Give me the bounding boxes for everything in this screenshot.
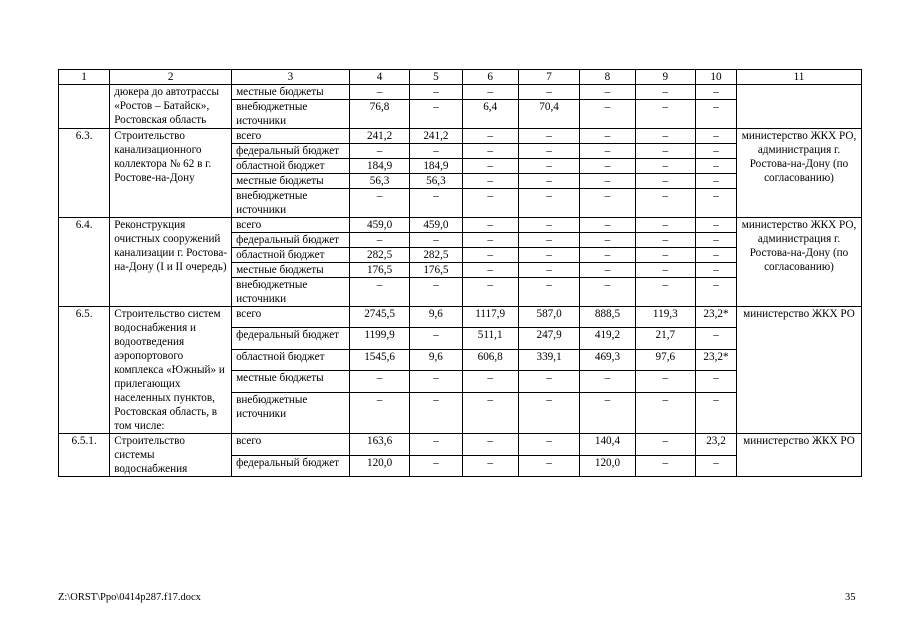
funding-value: – xyxy=(635,455,695,477)
funding-value: – xyxy=(580,233,635,248)
funding-source: областной бюджет xyxy=(232,248,350,263)
column-number: 8 xyxy=(580,70,635,85)
column-number: 9 xyxy=(635,70,695,85)
funding-value: – xyxy=(410,278,462,307)
funding-value: – xyxy=(410,233,462,248)
funding-source: федеральный бюджет xyxy=(232,233,350,248)
funding-value: – xyxy=(462,218,518,233)
funding-value: – xyxy=(518,263,579,278)
funding-source: федеральный бюджет xyxy=(232,455,350,477)
funding-value: 97,6 xyxy=(635,349,695,370)
funding-value: – xyxy=(518,189,579,218)
column-number: 7 xyxy=(518,70,579,85)
funding-value: 176,5 xyxy=(349,263,409,278)
item-number: 6.3. xyxy=(59,129,110,218)
funding-value: – xyxy=(462,434,518,456)
funding-value: – xyxy=(696,248,737,263)
funding-value: – xyxy=(580,129,635,144)
table-row xyxy=(59,129,862,144)
funding-value: – xyxy=(518,233,579,248)
funding-value: – xyxy=(580,278,635,307)
funding-value: – xyxy=(696,100,737,129)
funding-value: – xyxy=(462,174,518,189)
funding-value: – xyxy=(462,392,518,433)
funding-value: – xyxy=(410,392,462,433)
funding-value: – xyxy=(410,85,462,100)
budget-table xyxy=(58,69,862,477)
funding-source: всего xyxy=(232,129,350,144)
funding-value: – xyxy=(462,263,518,278)
funding-value: 9,6 xyxy=(410,349,462,370)
funding-value: 419,2 xyxy=(580,328,635,349)
funding-source: внебюджетные источники xyxy=(232,278,350,307)
funding-value: – xyxy=(696,455,737,477)
funding-value: 56,3 xyxy=(410,174,462,189)
funding-source: всего xyxy=(232,434,350,456)
funding-source: внебюджетные источники xyxy=(232,392,350,433)
funding-value: – xyxy=(462,248,518,263)
funding-value: 459,0 xyxy=(410,218,462,233)
funding-value: 9,6 xyxy=(410,307,462,328)
table-row xyxy=(59,85,862,100)
funding-value: – xyxy=(410,144,462,159)
table-row xyxy=(59,434,862,456)
responsible-executor: министерство ЖКХ РО xyxy=(736,434,861,477)
funding-value: – xyxy=(518,371,579,392)
funding-value: – xyxy=(462,278,518,307)
funding-value: – xyxy=(580,144,635,159)
funding-value: 21,7 xyxy=(635,328,695,349)
item-name: Реконструкция очистных сооружений канализации г. Ростова-на-Дону (I и II очередь) xyxy=(110,218,232,307)
funding-value: – xyxy=(410,371,462,392)
funding-value: – xyxy=(580,248,635,263)
funding-value: – xyxy=(349,233,409,248)
item-name: Строительство канализационного коллектора № 62 в г. Ростове-на-Дону xyxy=(110,129,232,218)
funding-value: – xyxy=(518,455,579,477)
funding-value: – xyxy=(580,263,635,278)
funding-value: 120,0 xyxy=(580,455,635,477)
funding-value: – xyxy=(462,159,518,174)
funding-value: – xyxy=(518,174,579,189)
funding-value: – xyxy=(580,189,635,218)
funding-value: 1199,9 xyxy=(349,328,409,349)
funding-value: – xyxy=(410,434,462,456)
funding-source: местные бюджеты xyxy=(232,263,350,278)
funding-value: – xyxy=(462,129,518,144)
responsible-executor: министерство ЖКХ РО xyxy=(736,307,861,434)
funding-value: 23,2 xyxy=(696,434,737,456)
funding-value: – xyxy=(580,218,635,233)
funding-source: местные бюджеты xyxy=(232,371,350,392)
funding-value: – xyxy=(462,233,518,248)
funding-value: 119,3 xyxy=(635,307,695,328)
footer-file-path: Z:\ORST\Ppo\0414p287.f17.docx xyxy=(58,592,201,603)
funding-source: областной бюджет xyxy=(232,159,350,174)
funding-value: 511,1 xyxy=(462,328,518,349)
funding-value: 459,0 xyxy=(349,218,409,233)
funding-source: внебюджетные источники xyxy=(232,100,350,129)
funding-value: 339,1 xyxy=(518,349,579,370)
funding-value: – xyxy=(349,371,409,392)
column-number: 5 xyxy=(410,70,462,85)
funding-value: 70,4 xyxy=(518,100,579,129)
table-body xyxy=(59,70,862,477)
funding-value: – xyxy=(580,174,635,189)
item-name: Строительство системы водоснабжения xyxy=(110,434,232,477)
funding-value: – xyxy=(518,218,579,233)
funding-value: – xyxy=(696,263,737,278)
funding-value: 1117,9 xyxy=(462,307,518,328)
funding-value: – xyxy=(462,371,518,392)
funding-value: 176,5 xyxy=(410,263,462,278)
funding-value: – xyxy=(410,100,462,129)
funding-value: – xyxy=(518,392,579,433)
responsible-executor: министерство ЖКХ РО, администрация г. Ростова-на-Дону (по согласованию) xyxy=(736,129,861,218)
funding-value: – xyxy=(635,144,695,159)
column-number: 11 xyxy=(736,70,861,85)
funding-value: – xyxy=(696,159,737,174)
column-number: 1 xyxy=(59,70,110,85)
funding-value: 140,4 xyxy=(580,434,635,456)
funding-value: – xyxy=(410,455,462,477)
column-number: 3 xyxy=(232,70,350,85)
funding-value: 469,3 xyxy=(580,349,635,370)
funding-value: – xyxy=(635,371,695,392)
funding-value: – xyxy=(518,434,579,456)
funding-value: – xyxy=(696,189,737,218)
funding-value: – xyxy=(635,263,695,278)
funding-value: 56,3 xyxy=(349,174,409,189)
funding-value: 184,9 xyxy=(410,159,462,174)
funding-value: – xyxy=(518,85,579,100)
funding-value: – xyxy=(410,189,462,218)
funding-source: местные бюджеты xyxy=(232,85,350,100)
funding-value: – xyxy=(696,278,737,307)
funding-value: – xyxy=(462,189,518,218)
funding-value: – xyxy=(580,371,635,392)
funding-value: 888,5 xyxy=(580,307,635,328)
funding-value: – xyxy=(635,392,695,433)
funding-value: – xyxy=(635,434,695,456)
column-number: 2 xyxy=(110,70,232,85)
funding-value: 23,2* xyxy=(696,307,737,328)
funding-source: всего xyxy=(232,218,350,233)
funding-value: – xyxy=(580,100,635,129)
funding-value: 76,8 xyxy=(349,100,409,129)
funding-value: 23,2* xyxy=(696,349,737,370)
funding-value: – xyxy=(635,248,695,263)
funding-value: 247,9 xyxy=(518,328,579,349)
funding-value: – xyxy=(349,278,409,307)
funding-value: 120,0 xyxy=(349,455,409,477)
table-row xyxy=(59,307,862,328)
funding-value: – xyxy=(462,144,518,159)
funding-source: внебюджетные источники xyxy=(232,189,350,218)
funding-value: – xyxy=(696,328,737,349)
funding-value: – xyxy=(696,129,737,144)
funding-value: – xyxy=(518,129,579,144)
responsible-executor xyxy=(736,85,861,129)
responsible-executor: министерство ЖКХ РО, администрация г. Ростова-на-Дону (по согласованию) xyxy=(736,218,861,307)
funding-source: областной бюджет xyxy=(232,349,350,370)
funding-value: – xyxy=(635,189,695,218)
item-number: 6.5. xyxy=(59,307,110,434)
column-number: 6 xyxy=(462,70,518,85)
funding-value: – xyxy=(580,159,635,174)
funding-value: – xyxy=(696,85,737,100)
funding-value: 163,6 xyxy=(349,434,409,456)
column-number-row xyxy=(59,70,862,85)
funding-value: – xyxy=(462,455,518,477)
page-number: 35 xyxy=(845,592,856,603)
funding-value: – xyxy=(635,85,695,100)
funding-value: 1545,6 xyxy=(349,349,409,370)
column-number: 10 xyxy=(696,70,737,85)
item-name: Строительство систем водоснабжения и водоотведения аэропортового комплекса «Южный» и прилегающих населенных пунктов, Ростовская область, в том числе: xyxy=(110,307,232,434)
funding-value: 6,4 xyxy=(462,100,518,129)
funding-value: – xyxy=(635,233,695,248)
funding-value: – xyxy=(635,100,695,129)
table-row xyxy=(59,218,862,233)
funding-value: – xyxy=(635,174,695,189)
funding-value: – xyxy=(635,129,695,144)
funding-value: – xyxy=(635,218,695,233)
item-number: 6.5.1. xyxy=(59,434,110,477)
funding-value: – xyxy=(349,392,409,433)
funding-value: 282,5 xyxy=(410,248,462,263)
funding-value: – xyxy=(580,392,635,433)
funding-value: – xyxy=(518,248,579,263)
funding-value: – xyxy=(696,371,737,392)
funding-value: – xyxy=(518,144,579,159)
funding-source: всего xyxy=(232,307,350,328)
funding-value: – xyxy=(349,189,409,218)
funding-value: – xyxy=(696,218,737,233)
funding-value: 241,2 xyxy=(349,129,409,144)
funding-value: – xyxy=(635,159,695,174)
funding-value: 282,5 xyxy=(349,248,409,263)
funding-source: федеральный бюджет xyxy=(232,144,350,159)
funding-value: – xyxy=(696,144,737,159)
funding-value: – xyxy=(696,233,737,248)
column-number: 4 xyxy=(349,70,409,85)
funding-value: – xyxy=(349,85,409,100)
item-number xyxy=(59,85,110,129)
funding-value: – xyxy=(410,328,462,349)
funding-value: 241,2 xyxy=(410,129,462,144)
funding-value: – xyxy=(349,144,409,159)
funding-value: – xyxy=(635,278,695,307)
funding-source: федеральный бюджет xyxy=(232,328,350,349)
funding-value: – xyxy=(696,392,737,433)
funding-value: 2745,5 xyxy=(349,307,409,328)
funding-source: местные бюджеты xyxy=(232,174,350,189)
item-name: дюкера до автотрассы «Ростов – Батайск», Ростовская область xyxy=(110,85,232,129)
funding-value: – xyxy=(462,85,518,100)
funding-value: – xyxy=(518,278,579,307)
funding-value: 587,0 xyxy=(518,307,579,328)
funding-value: – xyxy=(580,85,635,100)
funding-value: 184,9 xyxy=(349,159,409,174)
item-number: 6.4. xyxy=(59,218,110,307)
funding-value: – xyxy=(518,159,579,174)
funding-value: 606,8 xyxy=(462,349,518,370)
funding-value: – xyxy=(696,174,737,189)
